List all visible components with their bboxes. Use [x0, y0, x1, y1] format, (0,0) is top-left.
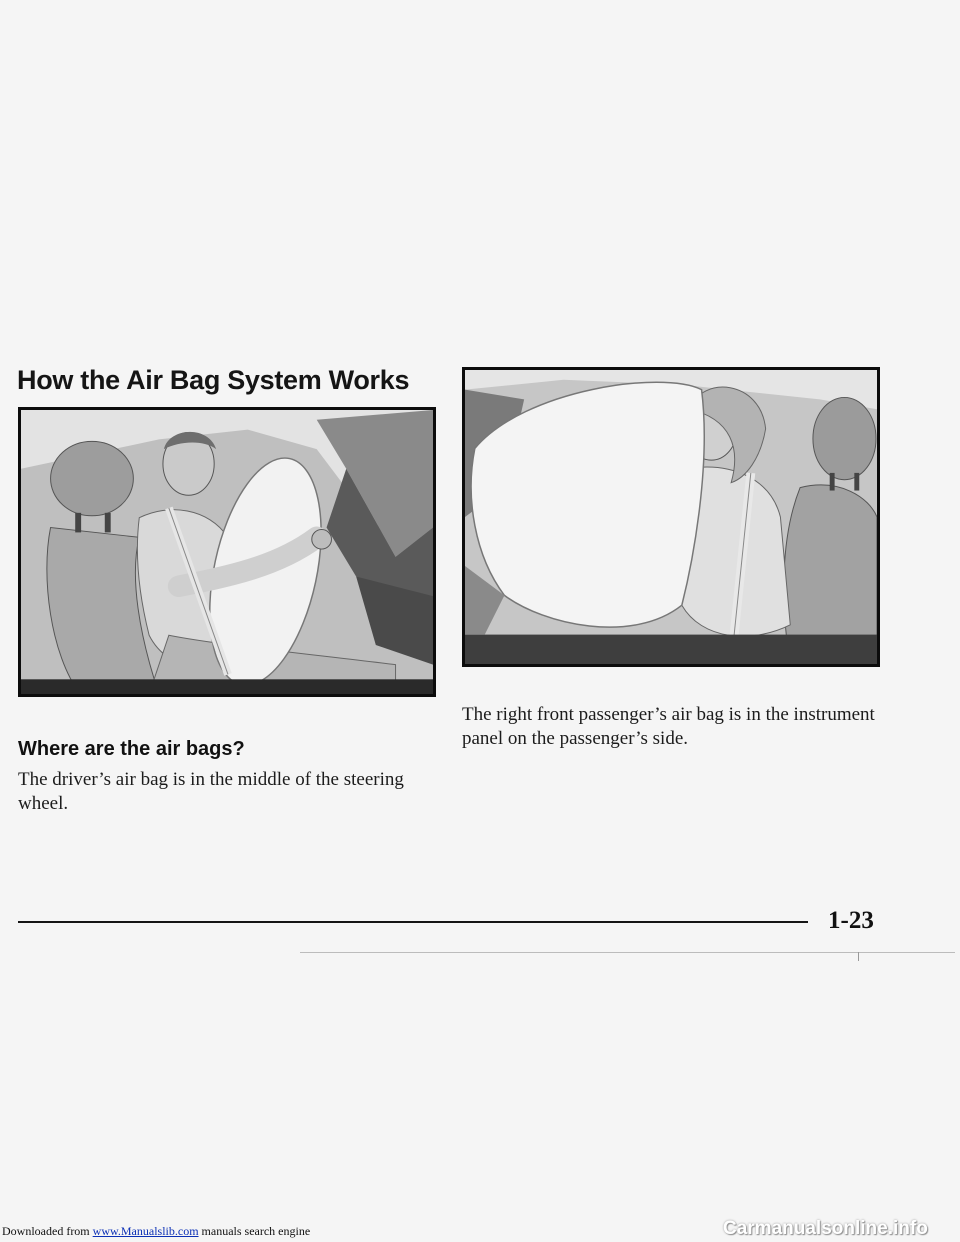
- manualslib-link[interactable]: www.Manualslib.com: [92, 1224, 199, 1238]
- driver-airbag-illustration: [18, 407, 436, 697]
- corner-watermark: Carmanualsonline.info: [723, 1218, 928, 1239]
- driver-airbag-icon: [21, 410, 433, 694]
- where-are-airbags-heading: Where are the air bags?: [18, 738, 245, 760]
- footer-rule: [18, 921, 808, 923]
- scan-artifact-tick: [858, 952, 859, 961]
- passenger-airbag-illustration: [462, 367, 880, 667]
- passenger-airbag-icon: [465, 370, 877, 664]
- passenger-airbag-text: The right front passenger’s air bag is in the instrument panel on the passenger’s side.: [462, 704, 875, 749]
- download-notice-suffix: manuals search engine: [198, 1224, 311, 1238]
- download-notice-prefix: Downloaded from: [2, 1224, 93, 1238]
- scan-artifact-line: [300, 952, 955, 953]
- download-notice: [2, 1223, 310, 1239]
- page-number: 1-23: [828, 907, 874, 934]
- section-heading: How the Air Bag System Works: [17, 365, 410, 395]
- driver-airbag-text: The driver’s air bag is in the middle of the steering wheel.: [18, 769, 404, 814]
